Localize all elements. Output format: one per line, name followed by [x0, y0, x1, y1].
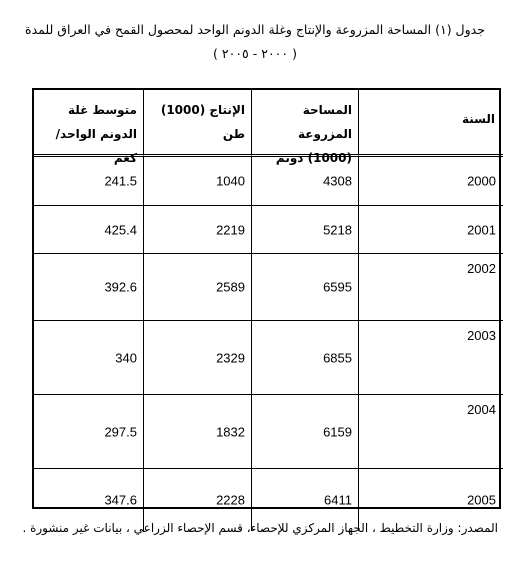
data-table [32, 88, 501, 509]
table-cell-area: 6411 [252, 469, 359, 531]
table-cell-year: 2005 [467, 492, 496, 508]
table-cell-production: 2329 [144, 321, 252, 395]
table-cell-year: 2004 [359, 395, 503, 469]
table-cell-production: 2228 [144, 469, 252, 531]
table-cell-production: 1040 [144, 157, 252, 206]
table-cell-yield: 297.5 [34, 395, 144, 469]
table-cell-year: 2000 [359, 157, 503, 206]
table-cell-yield: 241.5 [34, 157, 144, 206]
table-cell-year: 2002 [359, 254, 503, 321]
table-cell-area: 5218 [252, 206, 359, 254]
table-cell-production: 2219 [144, 206, 252, 254]
table-cell-area: 6159 [252, 395, 359, 469]
table-cell-production: 1832 [144, 395, 252, 469]
table-cell-yield: 392.6 [34, 254, 144, 321]
table-cell-yield: 425.4 [34, 206, 144, 254]
table-cell-area: 4308 [252, 157, 359, 206]
header-year: السنة [359, 90, 503, 157]
caption-title: جدول (١) المساحة المزروعة والإنتاج وغلة الدونم الواحد لمحصول القمح في العراق للمدة [25, 22, 485, 37]
table-cell-production: 2589 [144, 254, 252, 321]
table-cell-yield: 340 [34, 321, 144, 395]
table-cell-year: 2003 [359, 321, 503, 395]
table-cell-area: 6855 [252, 321, 359, 395]
caption-period: ( ٢٠٠٠ - ٢٠٠٥ ) [213, 46, 297, 61]
table-cell-area: 6595 [252, 254, 359, 321]
header-production: الإنتاج (1000) طن [144, 90, 252, 157]
header-area: المساحة المزروعة (1000) دونم [252, 90, 359, 157]
source-note: المصدر: وزارة التخطيط ، الجهاز المركزي للإحصاء، قسم الإحصاء الزراعي ، بيانات غير منشورة . [22, 521, 498, 535]
table-cell-year: 2001 [359, 206, 503, 254]
table-caption [20, 22, 490, 61]
header-yield: متوسط غلة الدونم الواحد/ كغم [34, 90, 144, 157]
table-cell-yield: 347.6 [34, 469, 144, 531]
